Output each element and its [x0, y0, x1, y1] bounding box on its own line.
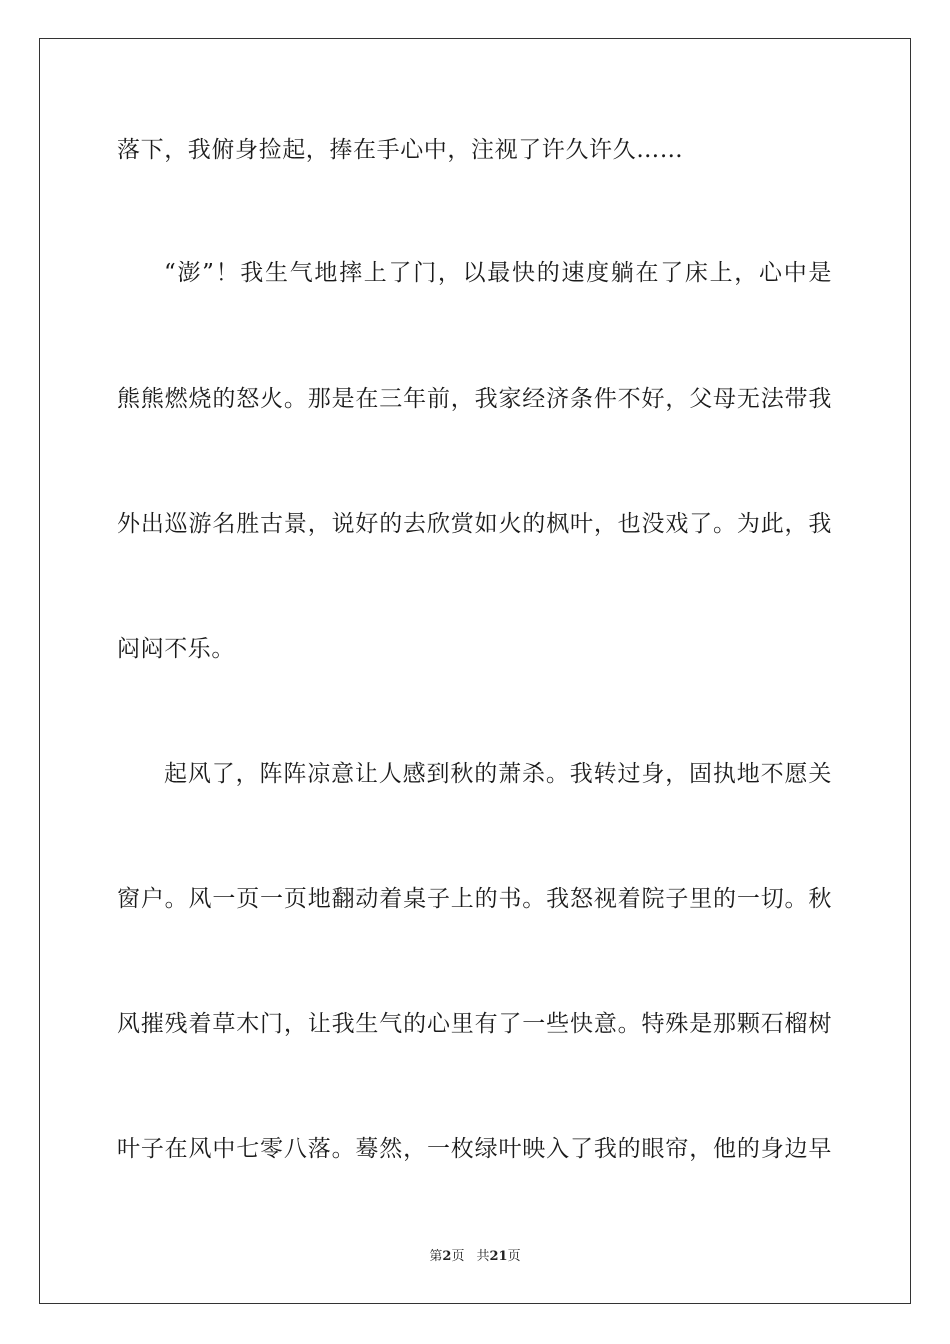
text-line: 窗户。风一页一页地翻动着桌子上的书。我怒视着院子里的一切。秋: [117, 886, 832, 912]
page-suffix: 页: [451, 1249, 465, 1264]
text-line: “澎”！我生气地摔上了门，以最快的速度躺在了床上，心中是: [164, 260, 832, 286]
text-line: 起风了，阵阵凉意让人感到秋的萧杀。我转过身，固执地不愿关: [164, 761, 832, 787]
total-suffix: 页: [507, 1249, 521, 1264]
page-footer: [0, 1248, 950, 1266]
text-line: 熊熊燃烧的怒火。那是在三年前，我家经济条件不好，父母无法带我: [117, 386, 832, 412]
total-prefix: 共: [476, 1249, 490, 1264]
page-prefix: 第: [429, 1249, 443, 1264]
text-line: 落下，我俯身捡起，捧在手心中，注视了许久许久……: [117, 137, 684, 163]
text-line: 叶子在风中七零八落。蓦然，一枚绿叶映入了我的眼帘，他的身边早: [117, 1136, 832, 1162]
page-number: 2: [442, 1249, 452, 1264]
total-pages: 21: [489, 1249, 508, 1264]
page-border: [39, 38, 911, 1304]
text-line: 闷闷不乐。: [117, 636, 235, 662]
text-line: 风摧残着草木门，让我生气的心里有了一些快意。特殊是那颗石榴树: [117, 1011, 832, 1037]
text-line: 外出巡游名胜古景，说好的去欣赏如火的枫叶，也没戏了。为此，我: [117, 511, 832, 537]
